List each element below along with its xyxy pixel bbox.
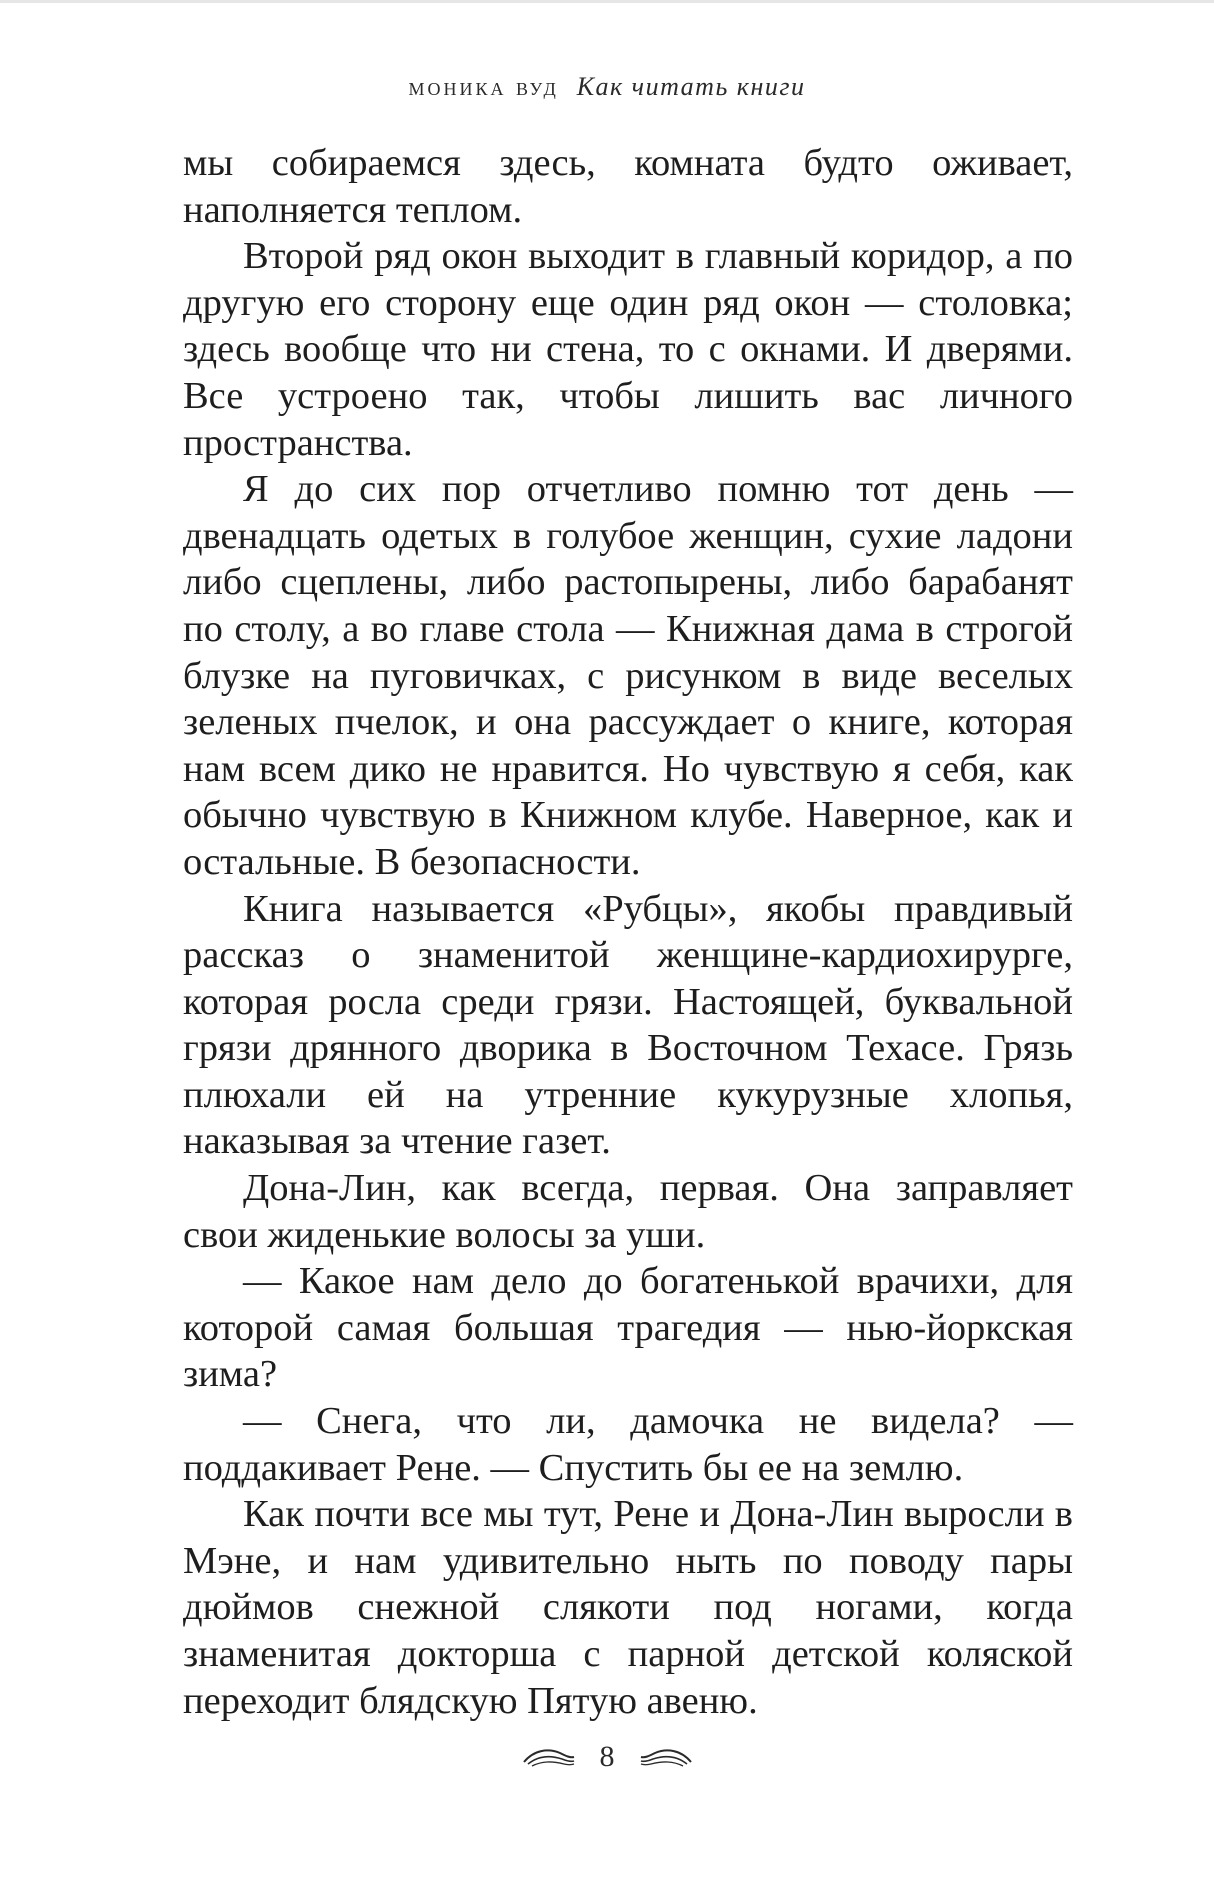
running-head-title: Как читать книги — [576, 72, 806, 101]
page-top-edge — [0, 0, 1214, 3]
paragraph: Как почти все мы тут, Рене и Дона-Лин выросли в Мэне, и нам удивительно ныть по поводу пары дюймов снежной слякоти под ногами, когда знаменитая докторша с парной детской коляской переходит блядскую Пятую авеню. — [183, 1493, 1073, 1722]
dialogue-paragraph: — Какое нам дело до богатенькой врачихи, для которой самая большая трагедия — нью-йоркская зима? — [183, 1260, 1073, 1396]
page-number: 8 — [599, 1740, 615, 1773]
page-folio — [0, 1735, 1214, 1779]
swash-ornament-left-icon — [522, 1744, 576, 1770]
running-head-author: моника вуд — [408, 72, 559, 101]
paragraph: Я до сих пор отчетливо помню тот день — двенадцать одетых в голубое женщин, сухие ладони либо сцеплены, либо растопырены, либо барабанят по столу, а во главе стола — Книжная дама в строгой блузке на пуговичках, с рисунком в виде веселых зеленых пчелок, и она рассуждает о книге, которая нам всем дико не нравится. Но чувствую я себя, как обычно чувствую в Книжном клубе. Наверное, как и остальные. В безопасности. — [183, 468, 1073, 883]
paragraph-continued: мы собираемся здесь, комната будто оживает, наполняется теплом. — [183, 142, 1073, 231]
swash-ornament-right-icon — [639, 1744, 693, 1770]
paragraph: Второй ряд окон выходит в главный коридор, а по другую его сторону еще один ряд окон — столовка; здесь вообще что ни стена, то с окнами. И дверями. Все устроено так, чтобы лишить вас личного пространства. — [183, 235, 1073, 464]
paragraph: Книга называется «Рубцы», якобы правдивый рассказ о знаменитой женщине-кардиохирурге, которая росла среди грязи. Настоящей, буквальной грязи дрянного дворика в Восточном Техасе. Грязь плюхали ей на утренние кукурузные хлопья, наказывая за чтение газет. — [183, 887, 1073, 1163]
paragraph: Дона-Лин, как всегда, первая. Она заправляет свои жиденькие волосы за уши. — [183, 1167, 1073, 1256]
body-text — [183, 140, 1073, 1724]
running-head — [0, 72, 1214, 102]
dialogue-paragraph: — Снега, что ли, дамочка не видела? — поддакивает Рене. — Спустить бы ее на землю. — [183, 1400, 1073, 1489]
